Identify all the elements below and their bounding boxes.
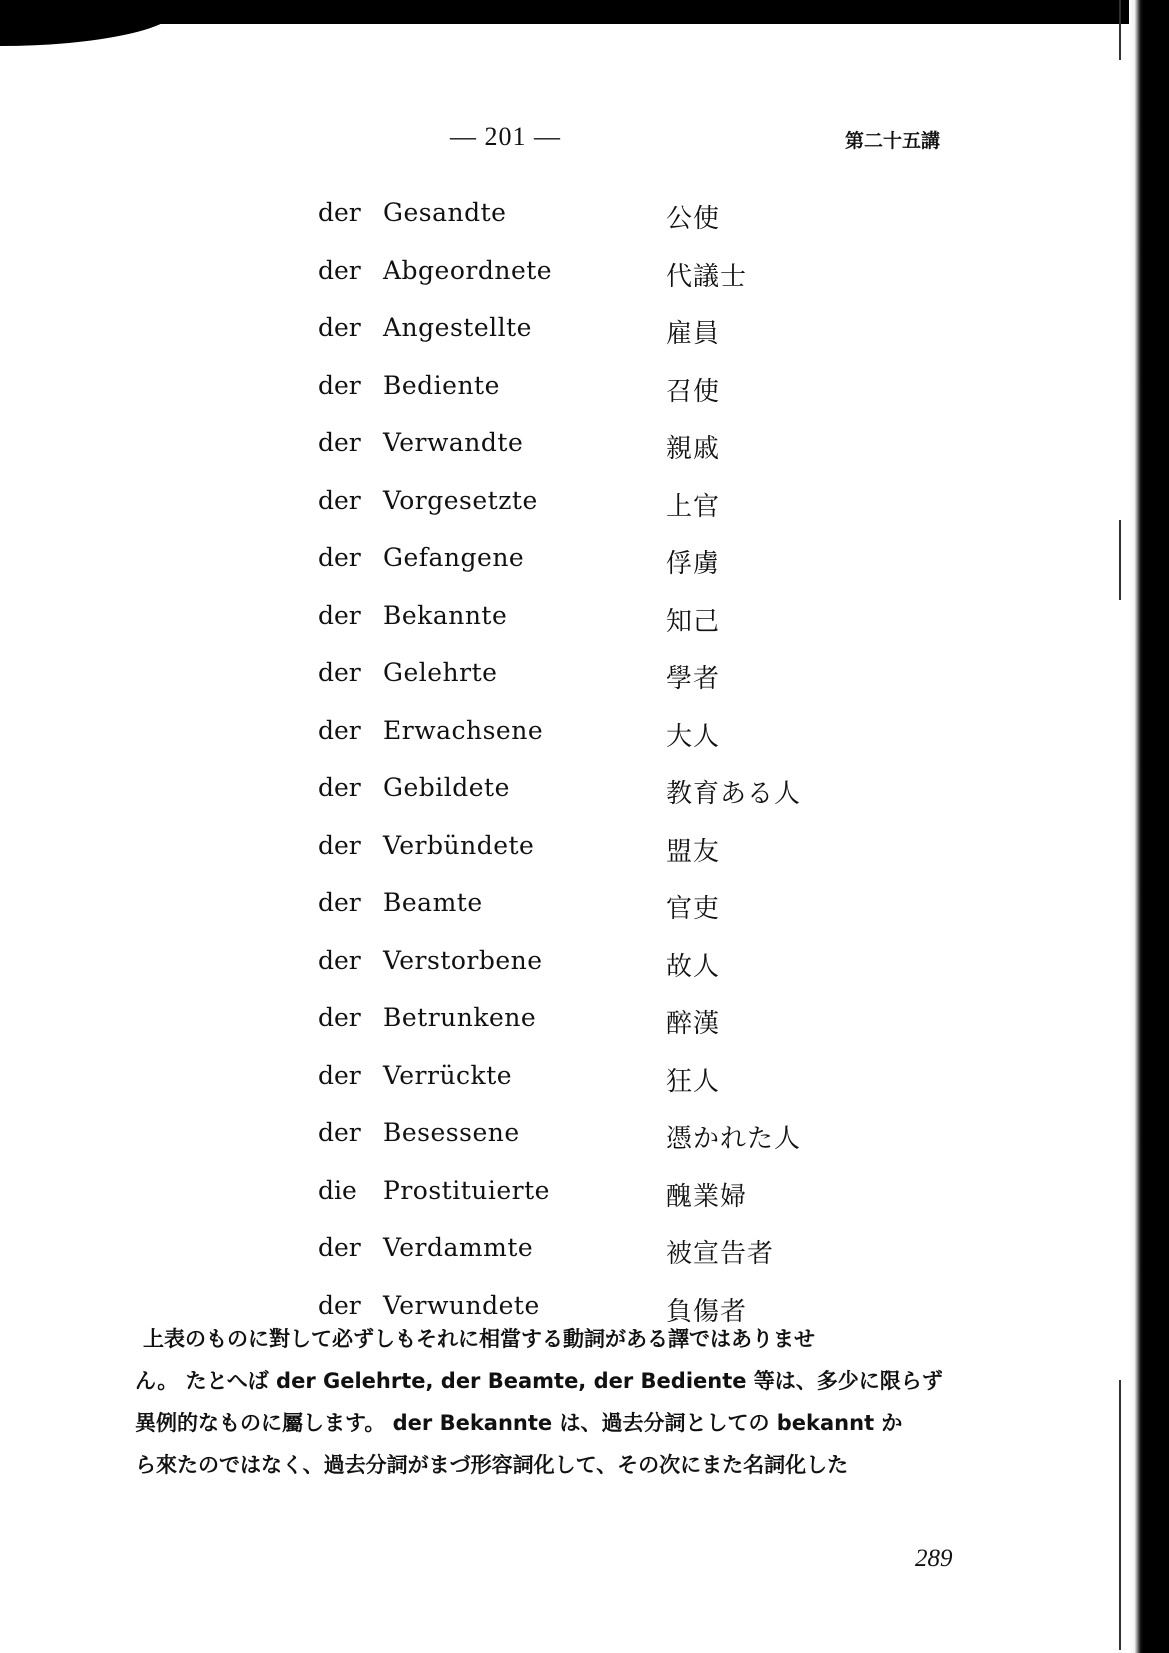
meaning: 盟友 bbox=[666, 836, 721, 867]
noun: Erwachsene bbox=[383, 715, 544, 745]
vocabulary-row bbox=[318, 1110, 878, 1168]
meaning: 故人 bbox=[666, 951, 721, 982]
noun: Besessene bbox=[383, 1118, 520, 1147]
meaning: 上官 bbox=[666, 491, 721, 522]
meaning: 雇員 bbox=[666, 319, 721, 349]
article: der bbox=[318, 830, 361, 860]
article: der bbox=[318, 1233, 361, 1262]
article: der bbox=[318, 485, 361, 515]
article: der bbox=[318, 313, 361, 342]
noun: Verdammte bbox=[383, 1233, 534, 1262]
meaning: 醉漢 bbox=[666, 1009, 721, 1039]
article: der bbox=[318, 945, 361, 975]
meaning: 官吏 bbox=[666, 894, 721, 924]
vocabulary-row bbox=[318, 708, 878, 766]
vocabulary-row bbox=[318, 1225, 878, 1283]
meaning: 狂人 bbox=[666, 1066, 721, 1097]
noun: Verrückte bbox=[383, 1060, 513, 1090]
scan-right-edge bbox=[1143, 0, 1169, 1653]
article: der bbox=[318, 543, 361, 572]
page-number: — 201 — bbox=[450, 122, 561, 151]
vocabulary-row bbox=[318, 363, 878, 421]
vocabulary-row bbox=[318, 765, 878, 823]
running-head bbox=[0, 122, 1169, 162]
article: der bbox=[318, 600, 361, 630]
noun: Angestellte bbox=[383, 313, 532, 342]
noun: Gesandte bbox=[383, 198, 507, 227]
chapter-title: 第二十五講 bbox=[845, 130, 941, 152]
meaning: 學者 bbox=[666, 664, 721, 694]
vocabulary-row bbox=[318, 823, 878, 881]
meaning: 代議士 bbox=[666, 261, 748, 292]
scan-edge-mark bbox=[1119, 520, 1121, 600]
meaning: 被宣告者 bbox=[666, 1239, 775, 1269]
scan-edge-mark bbox=[1119, 0, 1121, 60]
article: der bbox=[318, 658, 361, 687]
noun: Gefangene bbox=[383, 543, 525, 572]
article: der bbox=[318, 1060, 361, 1090]
noun: Bekannte bbox=[383, 600, 508, 630]
vocabulary-row bbox=[318, 190, 878, 248]
body-line: ら來たのではなく、過去分詞がまづ形容詞化して、その次にまた名詞化した bbox=[135, 1453, 849, 1477]
meaning: 醜業婦 bbox=[666, 1181, 748, 1212]
article: der bbox=[318, 198, 361, 227]
meaning: 大人 bbox=[666, 721, 721, 752]
noun: Verwundete bbox=[383, 1290, 540, 1320]
noun: Bediente bbox=[383, 370, 500, 400]
folio-number: 289 bbox=[915, 1545, 953, 1572]
body-paragraph bbox=[135, 1318, 965, 1486]
vocabulary-row bbox=[318, 420, 878, 478]
noun: Beamte bbox=[383, 888, 483, 917]
scan-edge-mark bbox=[1119, 1380, 1121, 1650]
vocabulary-row bbox=[318, 478, 878, 536]
vocabulary-row bbox=[318, 535, 878, 593]
meaning: 教育ある人 bbox=[666, 779, 802, 809]
body-line: ん。 たとへば der Gelehrte, der Beamte, der Bediente 等は、多少に限らず bbox=[135, 1369, 943, 1393]
meaning: 俘虜 bbox=[666, 549, 721, 579]
noun: Abgeordnete bbox=[383, 255, 553, 285]
meaning: 憑かれた人 bbox=[666, 1124, 802, 1154]
noun: Gelehrte bbox=[383, 658, 498, 687]
noun: Betrunkene bbox=[383, 1003, 537, 1032]
scan-gutter-shadow bbox=[1129, 0, 1143, 1653]
noun: Verstorbene bbox=[383, 945, 543, 975]
noun: Prostituierte bbox=[383, 1175, 550, 1205]
meaning: 親戚 bbox=[666, 434, 721, 464]
meaning: 召使 bbox=[666, 376, 721, 407]
article: der bbox=[318, 1003, 361, 1032]
noun: Verwandte bbox=[383, 428, 524, 457]
vocabulary-row bbox=[318, 995, 878, 1053]
article: der bbox=[318, 715, 361, 745]
article: der bbox=[318, 255, 361, 285]
meaning: 知己 bbox=[666, 606, 721, 637]
noun: Verbündete bbox=[383, 830, 535, 860]
meaning: 負傷者 bbox=[666, 1296, 748, 1327]
vocabulary-list bbox=[318, 190, 878, 1340]
vocabulary-row bbox=[318, 938, 878, 996]
meaning: 公使 bbox=[666, 204, 721, 234]
vocabulary-row bbox=[318, 650, 878, 708]
article: der bbox=[318, 1118, 361, 1147]
article: der bbox=[318, 428, 361, 457]
vocabulary-row bbox=[318, 1168, 878, 1226]
scan-corner-shadow bbox=[0, 0, 180, 46]
vocabulary-row bbox=[318, 1053, 878, 1111]
body-line: 異例的なものに屬します。 der Bekannte は、過去分詞としての bekannt か bbox=[135, 1411, 903, 1435]
article: der bbox=[318, 773, 361, 802]
article: der bbox=[318, 888, 361, 917]
noun: Vorgesetzte bbox=[383, 485, 538, 515]
vocabulary-row bbox=[318, 305, 878, 363]
body-line: 上表のものに對して必ずしもそれに相當する動詞がある譯ではありませ bbox=[143, 1327, 815, 1351]
vocabulary-row bbox=[318, 880, 878, 938]
vocabulary-row bbox=[318, 593, 878, 651]
vocabulary-row bbox=[318, 248, 878, 306]
article: die bbox=[318, 1175, 357, 1205]
noun: Gebildete bbox=[383, 773, 510, 802]
article: der bbox=[318, 370, 361, 400]
article: der bbox=[318, 1290, 361, 1320]
